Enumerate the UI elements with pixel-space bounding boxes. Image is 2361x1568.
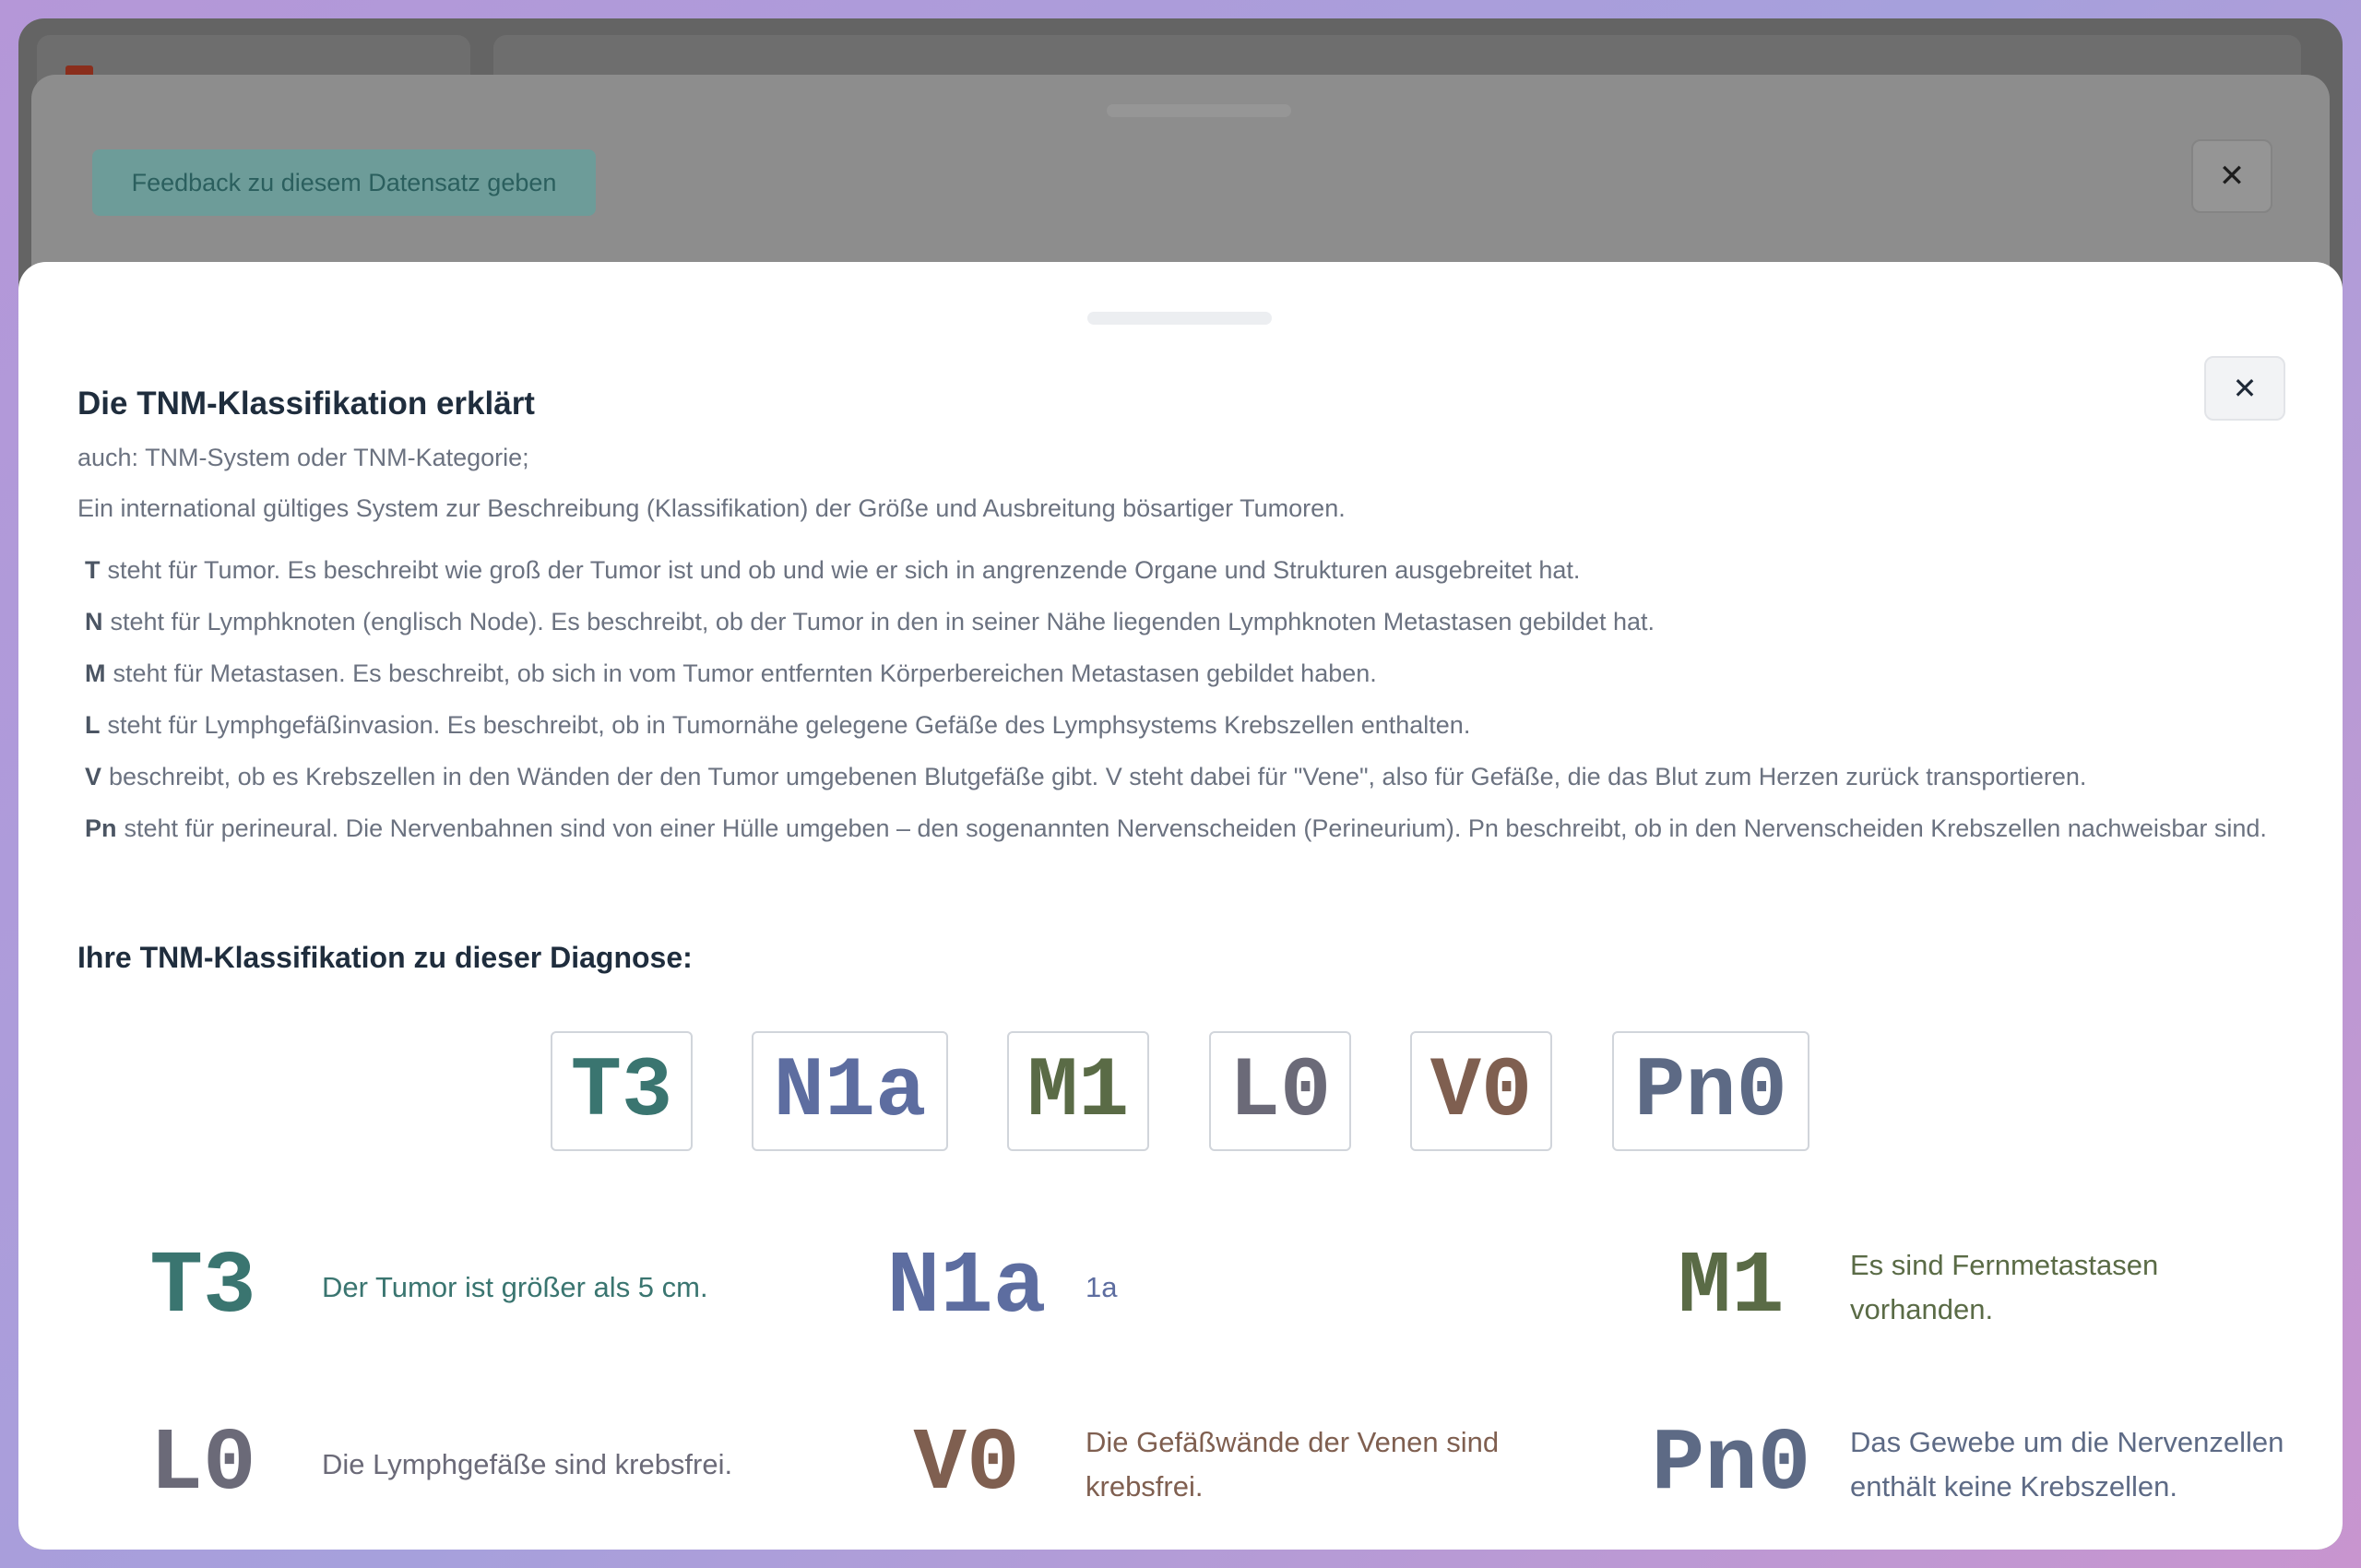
detail-pn [1639, 1391, 2340, 1538]
detail-m [1639, 1214, 2340, 1361]
explanation-item-l [85, 707, 2296, 743]
modal-title: Die TNM-Klassifikation erklärt [77, 386, 535, 422]
detail-text: Die Lymphgefäße sind krebsfrei. [322, 1448, 733, 1480]
detail-text: Der Tumor ist größer als 5 cm. [322, 1271, 708, 1303]
modal-definition: Ein international gültiges System zur Beschreibung (Klassifikation) der Größe und Ausbreitung bösartiger Tumoren. [77, 494, 1346, 522]
detail-code: V0 [913, 1414, 1020, 1515]
explanation-text: steht für Tumor. Es beschreibt wie groß der Tumor ist und ob und wie er sich in angrenzende Organe und Strukturen ausgebreitet hat. [107, 556, 1581, 584]
detail-text: Das Gewebe um die Nervenzellen enthält keine Krebszellen. [1850, 1426, 2284, 1503]
detail-code: M1 [1678, 1237, 1785, 1337]
tnm-modal [18, 262, 2343, 1550]
explanation-text: steht für Lymphgefäßinvasion. Es beschreibt, ob in Tumornähe gelegene Gefäße des Lymphsystems Krebszellen enthalten. [107, 711, 1471, 739]
tnm-chip-m[interactable]: M1 [1007, 1031, 1149, 1151]
tnm-chip-row [18, 1031, 2343, 1155]
detail-code: Pn0 [1651, 1414, 1811, 1515]
detail-t [111, 1214, 812, 1361]
tnm-chip-pn[interactable]: Pn0 [1612, 1031, 1809, 1151]
app-window [18, 18, 2343, 1550]
back-sheet-close-button[interactable] [2191, 139, 2272, 213]
explanation-text: beschreibt, ob es Krebszellen in den Wänden der den Tumor umgebenen Blutgefäße gibt. V steht dabei für "Vene", also für Gefäße, die das Blut zum Herzen zurück transportieren. [109, 763, 2087, 790]
tnm-chip-v[interactable]: V0 [1410, 1031, 1552, 1151]
explanation-item-v [85, 758, 2296, 795]
detail-text: Es sind Fernmetastasen vorhanden. [1850, 1249, 2159, 1325]
detail-code: L0 [149, 1414, 256, 1515]
detail-n [874, 1214, 1575, 1361]
detail-v [874, 1391, 1575, 1538]
modal-aka: auch: TNM-System oder TNM-Kategorie; [77, 444, 529, 471]
explanation-key: L [85, 711, 101, 739]
close-icon: ✕ [2218, 158, 2246, 195]
explanation-item-t [85, 552, 2296, 588]
explanation-key: Pn [85, 814, 117, 842]
feedback-button[interactable]: Feedback zu diesem Datensatz geben [92, 149, 596, 216]
explanation-key: M [85, 659, 106, 687]
explanation-key: T [85, 556, 101, 584]
detail-code: N1a [886, 1237, 1047, 1337]
classification-subtitle: Ihre TNM-Klassifikation zu dieser Diagnose: [77, 941, 693, 974]
explanation-item-pn [85, 810, 2296, 847]
explanation-item-m [85, 655, 2296, 692]
tnm-chip-l[interactable]: L0 [1209, 1031, 1351, 1151]
detail-text: 1a [1086, 1271, 1118, 1303]
explanation-item-n [85, 603, 2296, 640]
explanation-key: V [85, 763, 102, 790]
modal-drag-handle[interactable] [1087, 312, 1272, 325]
tnm-chip-n[interactable]: N1a [752, 1031, 948, 1151]
detail-code: T3 [149, 1237, 256, 1337]
detail-l [111, 1391, 812, 1538]
close-icon: ✕ [2232, 371, 2258, 406]
explanation-text: steht für Metastasen. Es beschreibt, ob sich in vom Tumor entfernten Körperbereichen Metastasen gebildet haben. [113, 659, 1377, 687]
explanation-text: steht für perineural. Die Nervenbahnen sind von einer Hülle umgeben – den sogenannten Nervenscheiden (Perineurium). Pn beschreibt, ob in den Nervenscheiden Krebszellen nachweisbar sind. [124, 814, 2267, 842]
explanation-text: steht für Lymphknoten (englisch Node). Es beschreibt, ob der Tumor in den in seiner Nähe liegenden Lymphknoten Metastasen gebildet hat. [110, 608, 1655, 636]
tnm-explanation-list [85, 552, 2296, 861]
detail-text: Die Gefäßwände der Venen sind krebsfrei. [1086, 1426, 1500, 1503]
explanation-key: N [85, 608, 103, 636]
sheet-drag-handle[interactable] [1107, 104, 1291, 117]
modal-close-button[interactable] [2204, 356, 2285, 421]
tnm-chip-t[interactable]: T3 [551, 1031, 693, 1151]
